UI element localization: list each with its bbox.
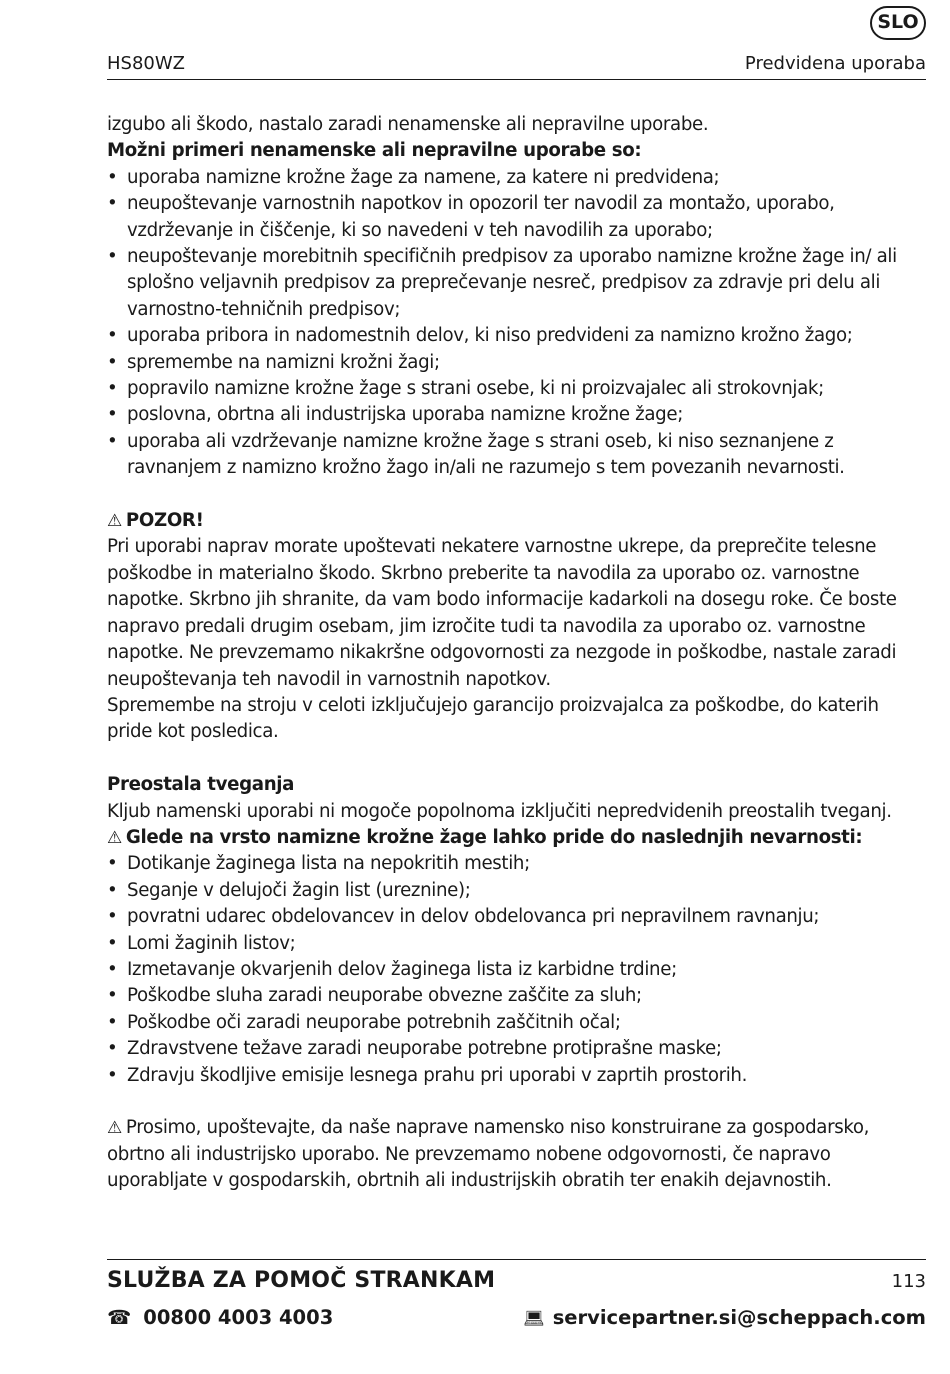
- main-content: [107, 112, 929, 1195]
- list-item: • Lomi žaginih listov;: [107, 931, 929, 957]
- language-badge: SLO: [870, 6, 926, 40]
- list-item: • spremembe na namizni krožni žagi;: [107, 350, 929, 376]
- list-item: • neupoštevanje varnostnih napotkov in opozoril ter navodil za montažo, uporabo, vzdrževanje in čiščenje, ki so navedeni v teh navodilih za uporabo;: [107, 191, 929, 244]
- misuse-heading: Možni primeri nenamenske ali nepravilne uporabe so:: [107, 140, 642, 162]
- caution-label: POZOR!: [125, 510, 204, 532]
- final-note-text: Prosimo, upoštevajte, da naše naprave namensko niso konstruirane za gospodarsko, obrtno ali industrijsko uporabo. Ne prevzemamo nobene odgovornosti, če napravo uporabljate v gospodarskih, obrtnih ali industrijskih obratih ter enakih dejavnostih.: [107, 1117, 870, 1192]
- phone-number: 00800 4003 4003: [143, 1306, 334, 1329]
- list-item: • Seganje v delujoči žagin list (ureznine);: [107, 878, 929, 904]
- phone-icon: ☎: [107, 1306, 132, 1329]
- list-item: • Poškodbe sluha zaradi neuporabe obvezne zaščite za sluh;: [107, 983, 929, 1009]
- laptop-icon: 💻︎: [523, 1309, 545, 1329]
- intro-text: izgubo ali škodo, nastalo zaradi nenamenske ali nepravilne uporabe.: [107, 114, 709, 135]
- page-number: 113: [891, 1271, 926, 1292]
- list-item: • neupoštevanje morebitnih specifičnih predpisov za uporabo namizne krožne žage in/ ali splošno veljavnih predpisov za preprečevanje nesreč, predpisov za zdravje pri delu ali varnostno-tehničnih predpisov;: [107, 244, 929, 323]
- header-divider: [107, 79, 926, 80]
- caution-heading: [107, 508, 929, 534]
- list-item: • uporaba namizne krožne žage za namene, za katere ni predvidena;: [107, 165, 929, 191]
- list-item: • povratni udarec obdelovancev in delov obdelovanca pri nepravilnem ravnanju;: [107, 904, 929, 930]
- list-item: • popravilo namizne krožne žage s strani osebe, ki ni proizvajalec ali strokovnjak;: [107, 376, 929, 402]
- model-name: HS80WZ: [107, 53, 185, 74]
- footer-divider: [107, 1259, 926, 1260]
- warning-icon: ⚠: [107, 827, 122, 848]
- misuse-list: [107, 165, 929, 482]
- list-item: • uporaba pribora in nadomestnih delov, ki niso predvideni za namizno krožno žago;: [107, 323, 929, 349]
- hazards-heading-text: Glede na vrsto namizne krožne žage lahko pride do naslednjih nevarnosti:: [125, 826, 863, 848]
- caution-text: Pri uporabi naprav morate upoštevati nekatere varnostne ukrepe, da preprečite telesne poškodbe in materialno škodo. Skrbno preberite ta navodila za uporabo oz. varnostne napotke. Skrbno jih shranite, da vam bodo informacije kadarkoli na dosegu roke. Če boste napravo predali drugim osebam, jim izročite tudi ta navodila za uporabo oz. varnostne napotke. Ne prevzemamo nikakršne odgovornosti za nezgode in poškodbe, nastale zaradi neupoštevanja teh navodil in varnostnih napotkov.: [107, 536, 897, 690]
- residual-text: Kljub namenski uporabi ni mogoče popolnoma izključiti nepredvidenih preostalih tveganj.: [107, 800, 892, 822]
- list-item: • Zdravstvene težave zaradi neuporabe potrebne protiprašne maske;: [107, 1036, 929, 1062]
- final-note: [107, 1115, 929, 1194]
- warning-icon: ⚠: [107, 1118, 122, 1139]
- list-item: • uporaba ali vzdrževanje namizne krožne žage s strani oseb, ki niso seznanjene z ravnanjem z namizno krožno žago in/ali ne razumejo s tem povezanih nevarnosti.: [107, 429, 929, 482]
- list-item: • Dotikanje žaginega lista na nepokritih mestih;: [107, 851, 929, 877]
- caution-text-2: Spremembe na stroju v celoti izključujejo garancijo proizvajalca za poškodbe, do katerih pride kot posledica.: [107, 694, 879, 743]
- warning-icon: ⚠: [107, 511, 122, 532]
- email-address[interactable]: servicepartner.si@scheppach.com: [552, 1306, 926, 1329]
- hazards-heading: [107, 825, 929, 851]
- footer-title: SLUŽBA ZA POMOČ STRANKAM: [107, 1268, 496, 1293]
- list-item: • poslovna, obrtna ali industrijska uporaba namizne krožne žage;: [107, 402, 929, 428]
- list-item: • Izmetavanje okvarjenih delov žaginega lista iz karbidne trdine;: [107, 957, 929, 983]
- list-item: • Poškodbe oči zaradi neuporabe potrebnih zaščitnih očal;: [107, 1010, 929, 1036]
- hazard-list: [107, 851, 929, 1089]
- footer-phone: [107, 1304, 333, 1332]
- section-title: Predvidena uporaba: [744, 53, 926, 74]
- residual-heading: Preostala tveganja: [107, 774, 295, 796]
- list-item: • Zdravju škodljive emisije lesnega prahu pri uporabi v zaprtih prostorih.: [107, 1063, 929, 1089]
- footer-email: [523, 1304, 926, 1333]
